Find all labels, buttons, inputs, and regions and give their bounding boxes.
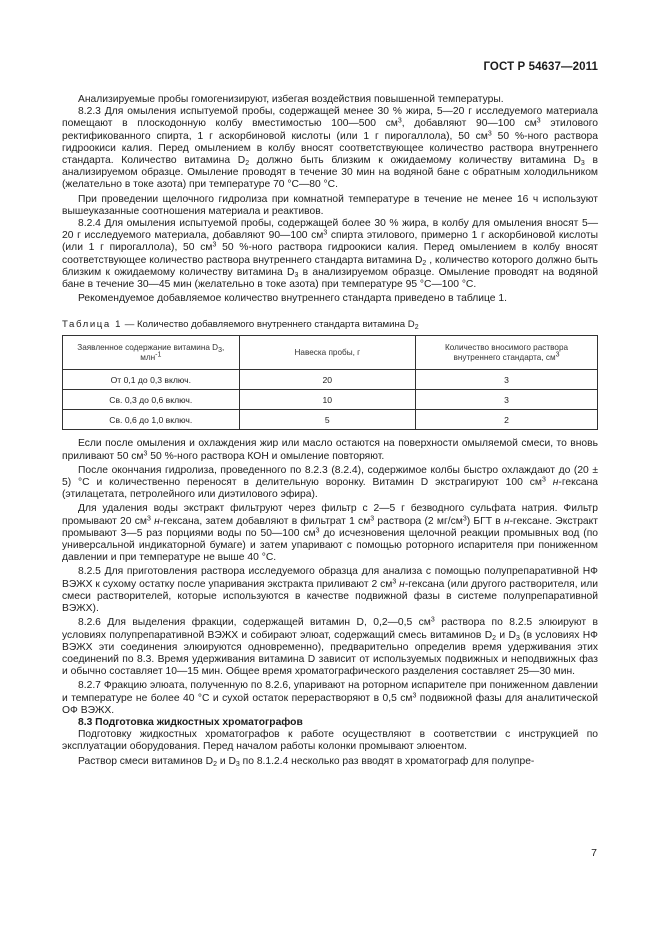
table-label: Таблица 1 [62, 319, 123, 331]
table-header-row [63, 336, 598, 370]
table-cell: 10 [239, 390, 416, 410]
paragraph: Рекомендуемое добавляемое количество внутреннего стандарта приведено в таблице 1. [78, 293, 507, 305]
table-caption: — Количество добавляемого внутреннего стандарта витамина $D_2$ [122, 319, 419, 332]
paragraph-8-2-4: 8.2.4 Для омыления испытуемой пробы, содержащей более 30 % жира, в колбу для омыления вносят 5—20 г исследуемого материала, добавляют 90—100 $см^3$ спирта этилового, примерно 1 г аскорбиновой кислоты (или 1 г пирогаллола), 50 $см^3$ 50 %-ного раствора гидроокиси калия. Перед омылением в колбу вносят соответствующее количество раствора внутреннего стандарта витамина $D_2$ , количество которого должно быть близким к ожидаемому количеству витамина $D_3$ в анализируемом образце. Омыление проводят на водяной бане в течение 30—45 мин (желательно в токе азота) при температуре 95 °С—100 °С. [62, 218, 599, 291]
paragraph: При проведении щелочного гидролиза при комнатной температуре в течение не менее 16 ч используют вышеуказанные соотношения материала и реактивов. [62, 193, 598, 217]
table-row [63, 370, 598, 390]
table-cell: Св. 0,3 до 0,6 включ. [63, 390, 240, 410]
table-cell: Св. 0,6 до 1,0 включ. [63, 410, 240, 430]
table-title [62, 319, 598, 331]
table-cell: 3 [416, 370, 598, 390]
paragraph-8-2-3: 8.2.3 Для омыления испытуемой пробы, содержащей менее 30 % жира, 5—20 г исследуемого материала помещают в плоскодонную колбу вместимостью 100—500 $см^3$, добавляют 90—100 $см^3$ этилового ректификованного спирта, 1 г аскорбиновой кислоты (или 1 г пирогаллола), 50 $см^3$ 50 %-ного раствора гидроокиси калия. Перед омылением в колбу вносят соответствующее количество раствора внутреннего стандарта. Количество витамина $D_2$ должно быть близким к ожидаемому количеству витамина $D_3$ в анализируемом образце. Омыление проводят в течение 30 мин на водяной бане с обратным холодильником (желательно в токе азота) при температуре 70 °С—80 °С. [62, 106, 598, 191]
paragraph: После окончания гидролиза, проведенного по 8.2.3 (8.2.4), содержимое колбы быстро охлаждают до (20 ± 5) °С и количественно переносят в делительную воронку. Витамин D экстрагируют 100 $см^3$ н-гексана (этилацетата, петролейного или диэтилового эфира). [62, 464, 598, 501]
paragraph-8-2-6: 8.2.6 Для выделения фракции, содержащей витамин D, 0,2—0,5 $см^3$ раствора по 8.2.5 элюируют в условиях полупрепаративной ВЭЖХ и собирают элюат, содержащий смесь витаминов $D_2$ и $D_3$ (в условиях НФ ВЭЖХ эти соединения элюируются одновременно), предварительно определив время удерживания этих соединений по 8.3. Время удерживания витамина D зависит от используемых подвижных и неподвижных фаз и обычно составляет 10—15 мин. Общее время хроматографического разделения составляет 25—30 мин. [62, 616, 598, 678]
table-cell: 5 [239, 410, 416, 430]
table-cell: 20 [239, 370, 416, 390]
document-id-header: ГОСТ Р 54637—2011 [483, 61, 598, 73]
paragraph: Анализируемые пробы гомогенизируют, избегая воздействия повышенной температуры. [78, 94, 504, 105]
table-cell: От 0,1 до 0,3 включ. [63, 370, 240, 390]
table-header-cell: Количество вносимого раствора внутреннего стандарта, $см^3$ [416, 336, 598, 370]
standard-quantity-table [62, 335, 598, 430]
table-cell: 3 [416, 390, 598, 410]
page-number: 7 [591, 847, 597, 859]
table-header-cell: Навеска пробы, г [239, 336, 416, 370]
table-row [63, 410, 598, 430]
paragraph-8-2-7: 8.2.7 Фракцию элюата, полученную по 8.2.6, упаривают на роторном испарителе при пониженном давлении и температуре не более 40 °С и сухой остаток перерастворяют в 0,5 $см^3$ подвижной фазы для аналитической ОФ ВЭЖХ. [62, 680, 598, 716]
paragraph-8-2-5: 8.2.5 Для приготовления раствора исследуемого образца для анализа с помощью полупрепаративной НФ ВЭЖХ к сухому остатку после упаривания экстракта приливают 2 $см^3$ н-гексана (или другого растворителя, или смеси растворителей, которые используются в качестве подвижной фазы в системе полупрепаративной ВЭЖХ). [62, 566, 599, 615]
table-row [63, 390, 598, 410]
body-text [62, 94, 598, 768]
paragraph: Если после омыления и охлаждения жир или масло остаются на поверхности омыляемой смеси, то вновь приливают 50 $см^3$ 50 %-ного раствора КОН и омыление повторяют. [62, 438, 598, 462]
table-header-cell: Заявленное содержание витамина $D_3$, млн$^{-1}$ [63, 336, 240, 370]
paragraph: Подготовку жидкостных хроматографов к работе осуществляют в соответствии с инструкцией по эксплуатации оборудования. Перед началом работы колонки промывают элюентом. [62, 729, 598, 753]
table-cell: 2 [416, 410, 598, 430]
section-heading-8-3: 8.3 Подготовка жидкостных хроматографов [78, 716, 303, 728]
paragraph: Раствор смеси витаминов $D_2$ и $D_3$ по 8.1.2.4 несколько раз вводят в хроматограф для полупре- [78, 755, 535, 768]
paragraph: Для удаления воды экстракт фильтруют через фильтр с 2—5 г безводного сульфата натрия. Фильтр промывают 20 $см^3$ н-гексана, затем добавляют в фильтрат 1 $см^3$ раствора (2 $мг/см^3$) БГТ в н-гексане. Экстракт промывают 3—5 раз порциями воды по 50—100 $см^3$ до исчезновения щелочной реакции промывных вод (по универсальной индикаторной бумаге) и затем упаривают с помощью роторного испарителя при пониженном давлении и при температуре не выше 40 °С. [62, 503, 598, 564]
